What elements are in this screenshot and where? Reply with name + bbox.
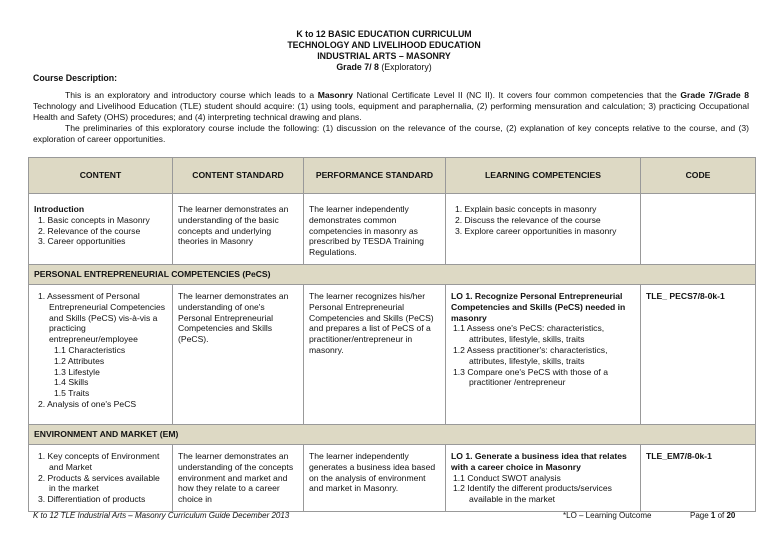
grade: Grade 7/ 8 xyxy=(336,62,379,72)
footer-title: K to 12 TLE Industrial Arts – Masonry Curriculum Guide December 2013 xyxy=(33,511,290,520)
list-item: 1. Explain basic concepts in masonry xyxy=(455,204,597,214)
competencies-cell xyxy=(446,444,641,511)
column-header: CONTENT xyxy=(29,158,173,194)
list-item: 1.2 Attributes xyxy=(54,355,105,366)
section-band-label: PERSONAL ENTREPRENEURIAL COMPETENCIES (PeCS) xyxy=(29,264,756,284)
table-header-row xyxy=(29,158,756,194)
list-item: 1.3 Compare one's PeCS with those of a practitioner /entrepreneur xyxy=(453,366,608,388)
list-item: 1. Assessment of Personal Entrepreneurial Competencies and Skills (PeCS) vis-à-vis a practicing entrepreneur/employee xyxy=(38,290,166,345)
content-cell xyxy=(29,444,173,511)
content-cell xyxy=(29,194,173,265)
list-item: 1.4 Skills xyxy=(54,377,89,388)
column-header: CODE xyxy=(641,158,756,194)
list-item: 2. Relevance of the course xyxy=(38,225,141,236)
text: National Certificate Level II (NC II). It covers four common competencies that the xyxy=(353,90,681,100)
competencies-cell xyxy=(446,194,641,265)
list-item: 2. Products & services available in the market xyxy=(38,472,160,494)
column-header: CONTENT STANDARD xyxy=(173,158,304,194)
text: Technology and Livelihood Education (TLE) student should acquire: (1) using tools, equipment and paraphernalia, (2) performing mensuration and calculation; 3) practicing Occupational Health and Safety (OHS) procedures; and (4) interpreting technical drawing and plans. xyxy=(33,101,749,122)
code: TLE_EM7/8-0k-1 xyxy=(646,450,712,461)
document-header xyxy=(0,29,768,73)
list-item: 2. Discuss the relevance of the course xyxy=(455,214,601,225)
text: 20 xyxy=(726,511,736,520)
table-row xyxy=(29,444,756,511)
content-standard-cell: The learner demonstrates an understanding of one's Personal Entrepreneurial Competencies and Skills (PeCS). xyxy=(173,284,304,424)
text: Masonry xyxy=(317,90,354,100)
list-item: 1.2 Identify the different products/services available in the market xyxy=(453,483,612,505)
performance-standard-cell: The learner recognizes his/her Personal Entrepreneurial Competencies and Skills (PeCS) and prepares a list of PeCS of a practitioner/entrepreneur in masonry. xyxy=(304,284,446,424)
table-row xyxy=(29,194,756,265)
page-number xyxy=(690,511,735,522)
description-paragraph-1 xyxy=(33,90,749,123)
content-standard-cell: The learner demonstrates an understanding of the concepts environment and market and how they relate to a career choice in xyxy=(173,444,304,511)
list-item: 1.3 Lifestyle xyxy=(54,366,100,377)
code: TLE_ PECS7/8-0k-1 xyxy=(646,290,725,301)
content-cell xyxy=(29,284,173,424)
list-item: 2. Analysis of one's PeCS xyxy=(38,398,137,409)
learning-outcome: LO 1. Generate a business idea that relates with a career choice in Masonry xyxy=(451,450,627,472)
list-item: 3. Career opportunities xyxy=(38,236,126,247)
grade-note: (Exploratory) xyxy=(378,62,432,72)
list-item: 1.2 Assess practitioner's: characteristics, attributes, lifestyle, skills, traits xyxy=(453,344,608,366)
column-header: PERFORMANCE STANDARD xyxy=(304,158,446,194)
section-band-label: ENVIRONMENT AND MARKET (EM) xyxy=(29,424,756,444)
code-cell xyxy=(641,444,756,511)
text: of xyxy=(715,511,727,520)
content-standard-cell: The learner demonstrates an understanding of the basic concepts and underlying theories in Masonry xyxy=(173,194,304,265)
course-description-label: Course Description: xyxy=(33,73,118,83)
list-item: 3. Differentiation of products xyxy=(38,494,146,505)
section-band xyxy=(29,424,756,444)
code-cell xyxy=(641,194,756,265)
table-row xyxy=(29,284,756,424)
curriculum-table xyxy=(28,157,756,512)
text: 1 xyxy=(710,511,716,520)
list-item: 1.5 Traits xyxy=(54,388,90,399)
text: This is an exploratory and introductory course which leads to a xyxy=(65,90,318,100)
column-header: LEARNING COMPETENCIES xyxy=(446,158,641,194)
competencies-cell xyxy=(446,284,641,424)
description-paragraph-2: The preliminaries of this exploratory course include the following: (1) discussion on the relevance of the course, (2) explanation of key concepts relative to the course, and (3) exploration of career opportunities. xyxy=(33,123,749,144)
section-band xyxy=(29,264,756,284)
section-title: Introduction xyxy=(34,204,85,214)
header-line-1: K to 12 BASIC EDUCATION CURRICULUM xyxy=(296,29,472,39)
text: Page xyxy=(690,511,711,520)
text: Grade 7/Grade 8 xyxy=(680,90,749,100)
list-item: 1.1 Characteristics xyxy=(54,344,126,355)
list-item: 3. Explore career opportunities in masonry xyxy=(455,225,617,236)
list-item: 1. Key concepts of Environment and Market xyxy=(38,450,160,472)
list-item: 1.1 Conduct SWOT analysis xyxy=(453,472,561,483)
header-line-3: INDUSTRIAL ARTS – MASONRY xyxy=(317,51,451,61)
course-description xyxy=(33,90,749,145)
header-line-2: TECHNOLOGY AND LIVELIHOOD EDUCATION xyxy=(287,40,481,50)
footer-note: *LO – Learning Outcome xyxy=(563,511,652,520)
code-cell xyxy=(641,284,756,424)
learning-outcome: LO 1. Recognize Personal Entrepreneurial Competencies and Skills (PeCS) needed in masonry xyxy=(451,290,626,323)
performance-standard-cell: The learner independently demonstrates common competencies in masonry as prescribed by TESDA Training Regulations. xyxy=(304,194,446,265)
list-item: 1. Basic concepts in Masonry xyxy=(38,214,150,225)
list-item: 1.1 Assess one's PeCS: characteristics, attributes, lifestyle, skills, traits xyxy=(453,323,605,345)
performance-standard-cell: The learner independently generates a business idea based on the analysis of environment and market in Masonry. xyxy=(304,444,446,511)
